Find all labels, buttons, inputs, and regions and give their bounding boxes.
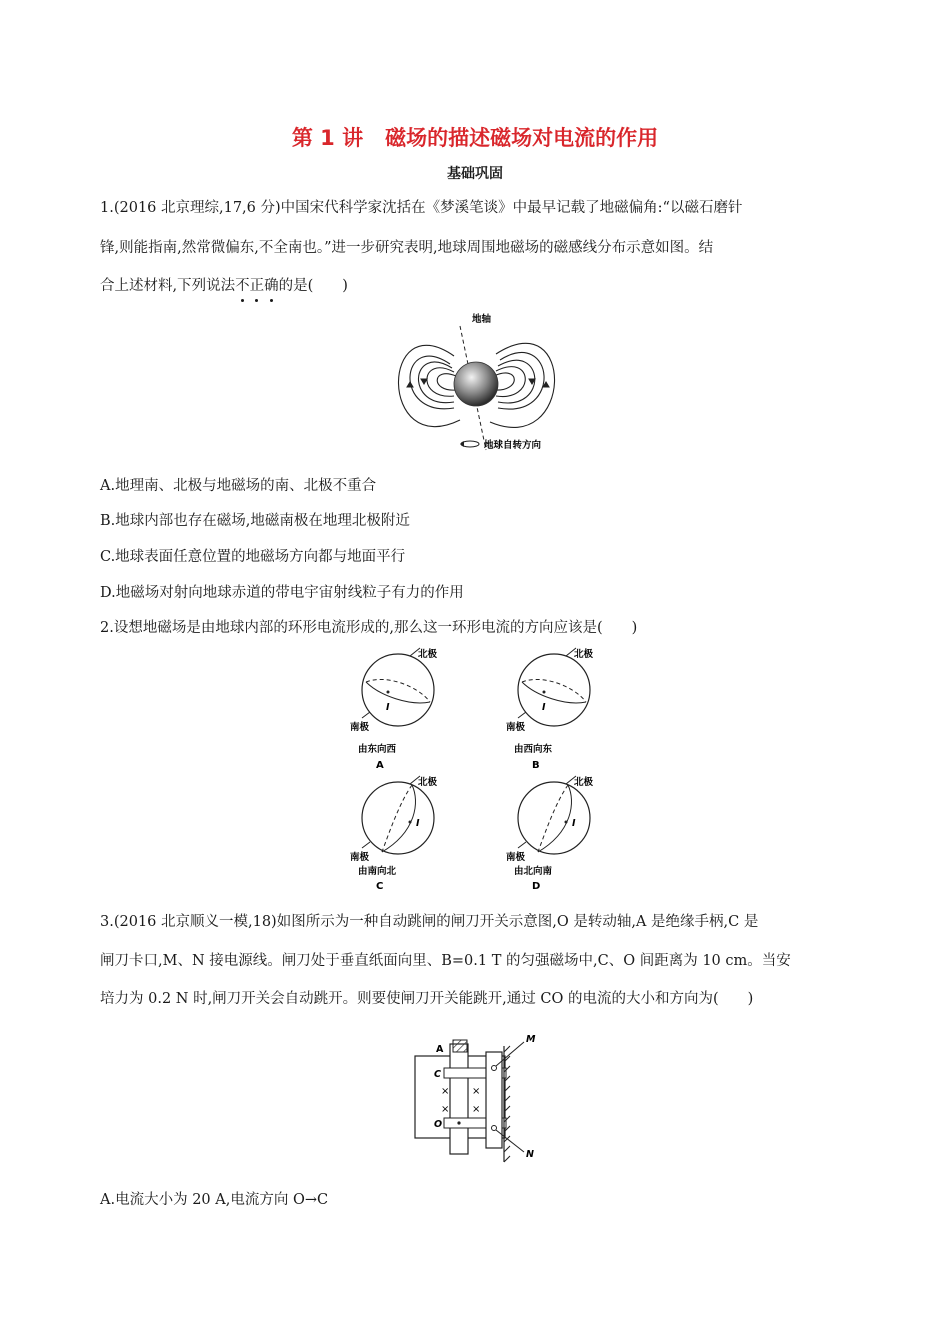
globe-a-figure bbox=[330, 646, 450, 774]
current-dot bbox=[387, 691, 390, 694]
label-n: N bbox=[526, 1149, 534, 1160]
q3-stem-line-2: 闸刀卡口,M、N 接电源线。闸刀处于垂直纸面向里、B=0.1 T 的匀强磁场中,C、O 间距离为 10 cm。当安 bbox=[100, 953, 791, 969]
option-letter: B bbox=[532, 760, 540, 771]
meridian-back bbox=[538, 785, 568, 852]
current-label: I bbox=[572, 818, 576, 829]
south-pointer bbox=[362, 842, 370, 848]
pivot-dot bbox=[457, 1121, 460, 1124]
label-o: O bbox=[434, 1119, 443, 1130]
emphasis-char-2: 正 bbox=[249, 278, 265, 294]
current-dot bbox=[543, 691, 546, 694]
direction-label: 由西向东 bbox=[514, 744, 553, 755]
south-pointer bbox=[362, 712, 370, 718]
south-label: 南极 bbox=[350, 852, 370, 863]
south-label: 南极 bbox=[506, 852, 526, 863]
emphasis-char-1: 不 bbox=[235, 278, 250, 294]
q3-stem-line-1: 3.(2016 北京顺义一模,18)如图所示为一种自动跳闸的闸刀开关示意图,O 是转动轴,A 是绝缘手柄,C 是 bbox=[100, 914, 759, 930]
option-letter: A bbox=[376, 760, 384, 771]
equator-back bbox=[366, 679, 430, 702]
q1-option-a: A.地理南、北极与地磁场的南、北极不重合 bbox=[100, 478, 377, 494]
globe-outline bbox=[518, 654, 590, 726]
field-cross: × bbox=[472, 1104, 481, 1115]
title-number: 第 1 讲 bbox=[291, 126, 364, 150]
meridian-front bbox=[538, 785, 572, 852]
current-label: I bbox=[386, 702, 390, 713]
meridian-back bbox=[382, 785, 412, 852]
q2-stem: 2.设想地磁场是由地球内部的环形电流形成的,那么这一环形电流的方向应该是( ) bbox=[100, 620, 638, 636]
south-label: 南极 bbox=[506, 722, 526, 733]
terminal-m bbox=[492, 1066, 497, 1071]
north-label: 北极 bbox=[418, 777, 438, 788]
field-cross: × bbox=[441, 1086, 450, 1097]
earth-sphere bbox=[454, 362, 498, 406]
q1-stem-line-3-pre: 合上述材料,下列说法 bbox=[100, 278, 236, 294]
south-pointer bbox=[518, 842, 526, 848]
title-text: 磁场的描述磁场对电流的作用 bbox=[385, 126, 659, 150]
field-cross: × bbox=[472, 1086, 481, 1097]
emphasis-char-3: 确 bbox=[264, 278, 279, 294]
label-m: M bbox=[526, 1034, 536, 1045]
terminal-n bbox=[492, 1126, 497, 1131]
q1-option-b: B.地球内部也存在磁场,地磁南极在地理北极附近 bbox=[100, 513, 410, 529]
current-label: I bbox=[416, 818, 420, 829]
globe-c-figure bbox=[330, 772, 450, 892]
axis-label: 地轴 bbox=[472, 314, 492, 325]
current-dot bbox=[409, 821, 412, 824]
label-c: C bbox=[434, 1069, 441, 1080]
meridian-front bbox=[382, 785, 416, 852]
option-letter: C bbox=[376, 881, 384, 892]
switch-figure bbox=[400, 1030, 560, 1165]
q1-option-c: C.地球表面任意位置的地磁场方向都与地面平行 bbox=[100, 549, 406, 565]
globe-outline bbox=[518, 782, 590, 854]
q3-option-a: A.电流大小为 20 A,电流方向 O→C bbox=[100, 1192, 329, 1208]
current-label: I bbox=[542, 702, 546, 713]
south-label: 南极 bbox=[350, 722, 370, 733]
insulating-handle bbox=[453, 1040, 467, 1052]
rotation-label: 地球自转方向 bbox=[484, 440, 542, 451]
q1-stem-line-3-post: 的是( ) bbox=[278, 278, 348, 294]
direction-label: 由南向北 bbox=[358, 866, 397, 877]
direction-label: 由北向南 bbox=[514, 866, 553, 877]
globe-d-figure bbox=[486, 772, 606, 892]
current-dot bbox=[565, 821, 568, 824]
globe-b-figure bbox=[486, 646, 606, 774]
field-cross: × bbox=[441, 1104, 450, 1115]
equator-back bbox=[522, 679, 586, 702]
q1-stem-line-3 bbox=[100, 276, 852, 296]
option-letter: D bbox=[532, 881, 541, 892]
q1-stem-line-1: 1.(2016 北京理综,17,6 分)中国宋代科学家沈括在《梦溪笔谈》中最早记载了地磁偏角:“以磁石磨针 bbox=[100, 200, 743, 216]
south-pointer bbox=[518, 712, 526, 718]
page-title bbox=[0, 122, 950, 152]
q1-option-d: D.地磁场对射向地球赤道的带电宇宙射线粒子有力的作用 bbox=[100, 585, 464, 601]
direction-label: 由东向西 bbox=[358, 744, 397, 755]
blade bbox=[450, 1044, 468, 1154]
globe-outline bbox=[362, 782, 434, 854]
north-label: 北极 bbox=[418, 649, 438, 660]
north-label: 北极 bbox=[574, 777, 594, 788]
q3-stem-line-3: 培力为 0.2 N 时,闸刀开关会自动跳开。则要使闸刀开关能跳开,通过 CO 的电流的大小和方向为( ) bbox=[100, 991, 754, 1007]
globe-outline bbox=[362, 654, 434, 726]
label-a: A bbox=[436, 1044, 444, 1055]
earth-magnetic-field-figure bbox=[388, 308, 568, 458]
q1-stem-line-2: 锋,则能指南,然常微偏东,不全南也。”进一步研究表明,地球周围地磁场的磁感线分布示意如图。结 bbox=[100, 240, 714, 256]
section-heading: 基础巩固 bbox=[447, 166, 503, 182]
north-label: 北极 bbox=[574, 649, 594, 660]
